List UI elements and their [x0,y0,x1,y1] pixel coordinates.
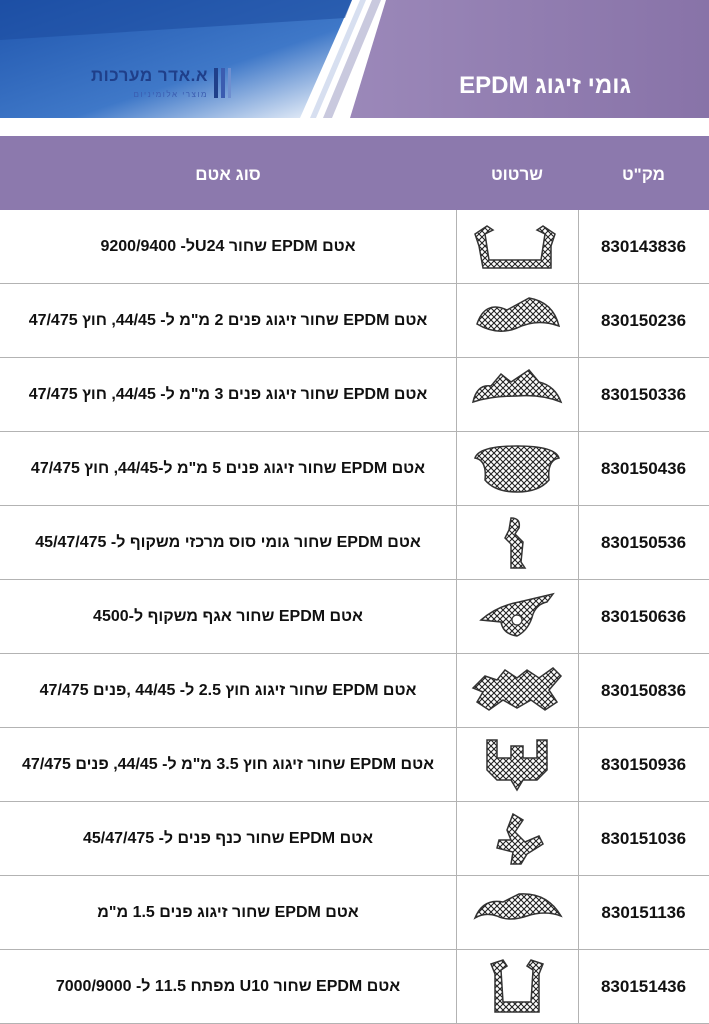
drawing-cell [456,210,578,283]
table-row [0,876,709,950]
seal-type-description: אטם EPDM שחור זיגוג פנים 1.5 מ"מ [97,903,359,921]
drawing-cell [456,654,578,727]
table-row [0,432,709,506]
inner-sash-seal-icon [467,808,567,870]
glazing-seal-3mm-icon [467,364,567,426]
table-row [0,506,709,580]
product-code: 830150836 [600,680,687,700]
u10-channel-seal-icon [467,956,567,1018]
product-code: 830151136 [601,902,686,922]
drawing-cell [456,950,578,1023]
table-row [0,654,709,728]
drawing-cell [456,284,578,357]
seal-type-description: אטם EPDM שחור זיגוג פנים 2 מ"מ ל- 44/45, חוץ 47/475 [28,311,428,329]
table-row [0,802,709,876]
outer-glazing-seal-2-5mm-icon [467,660,567,722]
seal-type-description: אטם EPDM שחור גומי סוס מרכזי משקוף ל- 45/47/475 [35,533,421,551]
seal-type-description: אטם EPDM שחור כנף פנים ל- 45/47/475 [82,829,374,847]
column-header-type: סוג אטם [195,165,261,184]
page-header [0,0,709,118]
product-code: 830150536 [600,532,687,552]
seal-type-description: אטם EPDM שחור זיגוג חוץ 3.5 מ"מ ל- 44/45, פנים 47/475 [22,755,434,773]
product-code: 830151036 [600,828,687,848]
drawing-cell [456,580,578,653]
glazing-seal-2mm-icon [467,290,567,352]
table-row [0,210,709,284]
table-row [0,358,709,432]
drawing-cell [456,728,578,801]
product-code: 830150336 [600,384,687,404]
seal-type-description: אטם EPDM שחור U24ל- 9200/9400 [100,237,356,255]
table-row [0,284,709,358]
column-header-drawing: שרטוט [490,165,543,184]
seal-type-description: אטם EPDM שחור זיגוג פנים 5 מ"מ ל-44/45, חוץ 47/475 [30,459,426,477]
glazing-seal-5mm-icon [467,438,567,500]
table-row [0,580,709,654]
logo-mark-icon [212,66,238,106]
product-code: 830150436 [600,458,687,478]
table-body [0,210,709,1024]
drawing-cell [456,802,578,875]
seal-type-description: אטם EPDM שחור זיגוג חוץ 2.5 ל- 44/45 ,פנים 47/475 [39,681,417,699]
glazing-seal-1-5mm-icon [467,882,567,944]
product-code: 830150636 [600,606,687,626]
table-row [0,950,709,1024]
company-logo [68,66,238,106]
column-header-code: מק"ט [621,165,666,184]
product-code: 830143836 [600,236,687,256]
drawing-cell [456,506,578,579]
drawing-cell [456,432,578,505]
drawing-cell [456,876,578,949]
table-row [0,728,709,802]
u-channel-seal-icon [467,216,567,278]
product-code: 830150936 [600,754,687,774]
product-code: 830150236 [600,310,687,330]
drawing-cell [456,358,578,431]
outer-glazing-seal-3-5mm-icon [467,734,567,796]
logo-name: א.אדר מערכות [90,66,208,85]
product-code: 830151436 [600,976,687,996]
logo-tagline: מוצרי אלומיניום [133,90,208,99]
page-title: גומי זיגוג EPDM [459,72,631,99]
products-table [0,136,709,1024]
seal-type-description: אטם EPDM שחור U10 מפתח 11.5 ל- 7000/9000 [55,977,401,995]
center-frame-seal-icon [467,512,567,574]
table-header [0,136,709,210]
sash-frame-seal-icon [467,586,567,648]
seal-type-description: אטם EPDM שחור אגף משקוף ל-4500 [93,607,363,625]
seal-type-description: אטם EPDM שחור זיגוג פנים 3 מ"מ ל- 44/45, חוץ 47/475 [28,385,428,403]
